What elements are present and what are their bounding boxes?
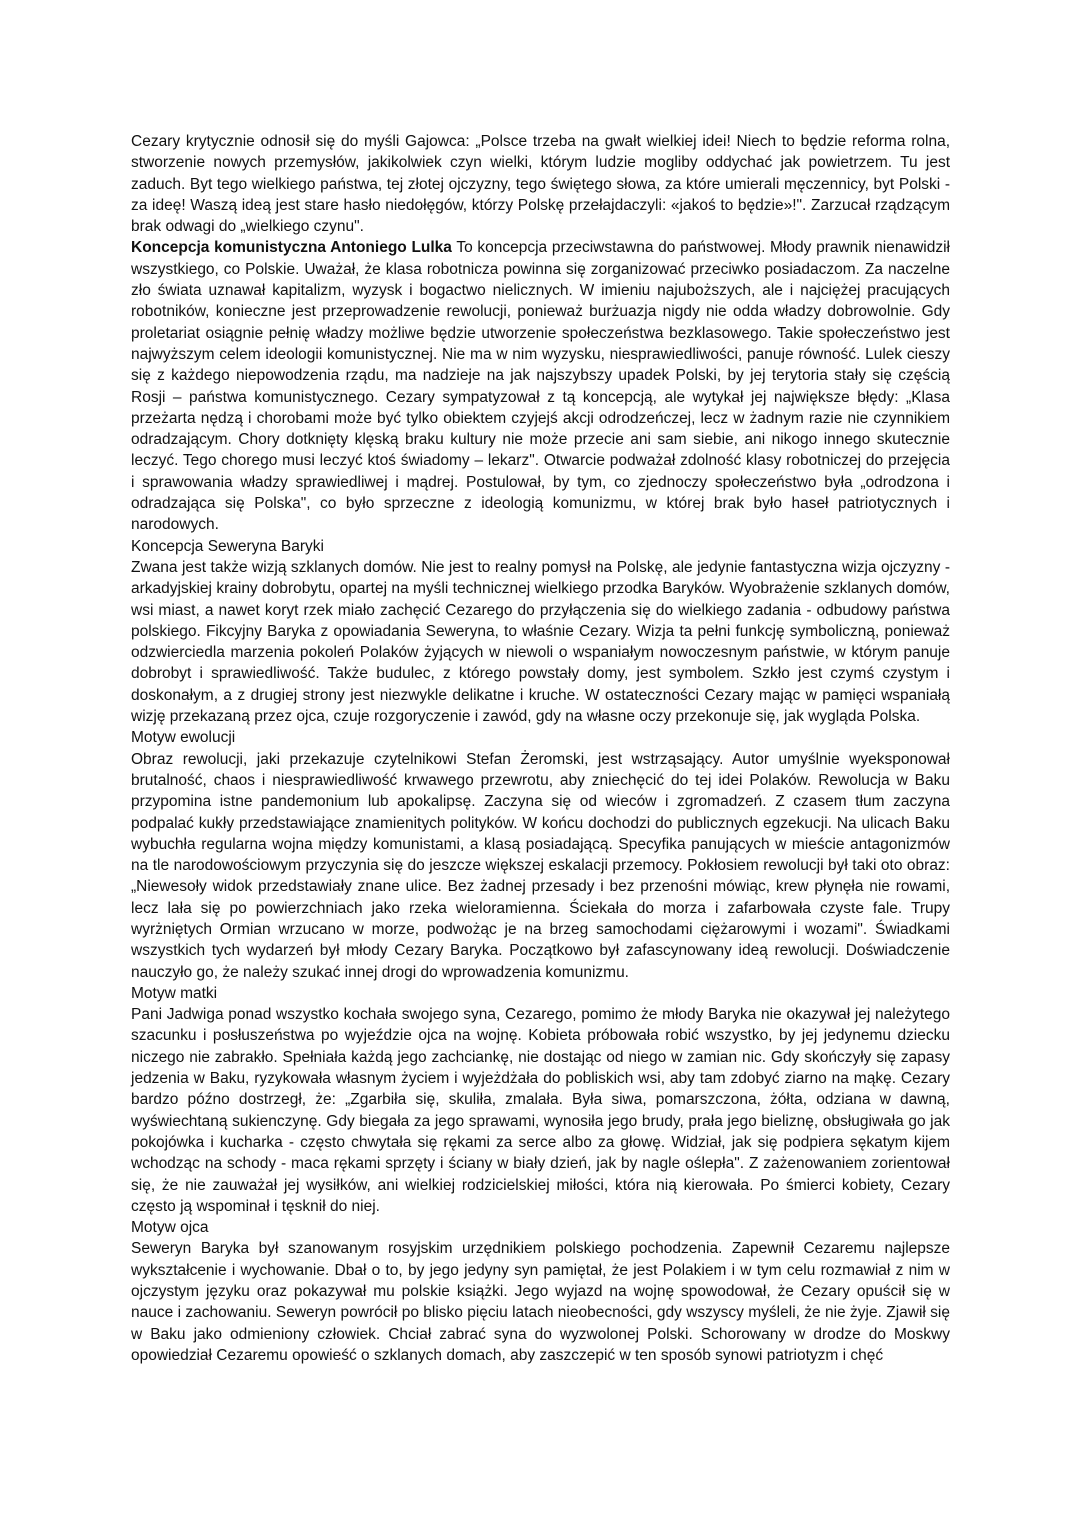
paragraph-father-motif: Seweryn Baryka był szanowanym rosyjskim urzędnikiem polskiego pochodzenia. Zapewnił Cezaremu najlepsze wykształcenie i wychowanie. Dbał o to, by jego jedyny syn pamiętał, że jest Polakiem i w tym celu rozmawiał z nim w ojczystym języku oraz pokazywał mu polskie książki. Jego wyjazd na wojnę spowodował, że Cezary opuścił się w nauce i zachowaniu. Seweryn powrócił po blisko pięciu latach nieobecności, gdy wszyscy myśleli, że nie żyje. Zjawił się w Baku jako odmieniony człowiek. Chciał zabrać syna do wyzwolonej Polski. Schorowany w drodze do Moskwy opowiedział Cezaremu opowieść o szklanych domach, aby zaszczepić w ten sposób synowi patriotyzm i chęć (131, 1240, 950, 1364)
paragraph-gajowiec-critique: Cezary krytycznie odnosił się do myśli Gajowca: „Polsce trzeba na gwałt wielkiej idei! Niech to będzie reforma rolna, stworzenie nowych przemysłów, jakikolwiek czyn wielki, którym ludzie mogliby oddychać jak powietrzem. Tu jest zaduch. Byt tego wielkiego państwa, tej złotej ojczyzny, tego świętego słowa, za które umierali męczennicy, byt Polski - za ideę! Waszą ideą jest stare hasło niedołęgów, którzy Polskę przełajdaczyli: «jakoś to będzie»!". Zarzucał rządzącym brak odwagi do „wielkiego czynu". (131, 133, 950, 236)
lulek-concept-heading: Koncepcja komunistyczna Antoniego Lulka (131, 239, 452, 257)
heading-father-motif: Motyw ojca (131, 1219, 209, 1237)
paragraph-lulek-concept (131, 237, 950, 535)
paragraph-seweryn-concept: Zwana jest także wizją szklanych domów. Nie jest to realny pomysł na Polskę, ale jedynie fantastyczna wizja ojczyzny - arkadyjskiej krainy dobrobytu, opartej na myśli technicznej wielkiego przodka Baryków. Wyobrażenie szklanych domów, wsi miast, a nawet koryt rzek miało zachęcić Cezarego do przyłączenia się do wielkiego zadania - odbudowy państwa polskiego. Fikcyjny Baryka z opowiadania Seweryna, to właśnie Cezary. Wizja ta pełni funkcję symboliczną, ponieważ odzwierciedla marzenia pokoleń Polaków żyjących w niewoli o wspaniałym nowoczesnym państwie, w którym panuje dobrobyt i sprawiedliwość. Także budulec, z którego powstały domy, jest symbolem. Szkło jest czymś czystym i doskonałym, a z drugiej strony jest niezwykle delikatne i kruche. W ostateczności Cezary mając w pamięci wspaniałą wizję przekazaną przez ojca, czuje rozgoryczenie i zawód, gdy na własne oczy przekonuje się, jak wygląda Polska. (131, 558, 950, 726)
paragraph-revolution-motif: Obraz rewolucji, jaki przekazuje czytelnikowi Stefan Żeromski, jest wstrząsający. Autor umyślnie wyeksponował brutalność, chaos i niesprawiedliwość krwawego przewrotu, aby zniechęcić do tej idei Polaków. Rewolucja w Baku przypomina istne pandemonium lub apokalipsę. Zaczyna się od wieców i zgromadzeń. Z czasem tłum zaczyna podpalać kukły przedstawiające znamienitych polityków. W końcu dochodzi do publicznych egzekucji. Na ulicach Baku wybuchła regularna wojna między komunistami, a klasą posiadającą. Specyfika panujących w mieście antagonizmów na tle narodowościowym przyczynia się do jeszcze większej eskalacji przemocy. Pokłosiem rewolucji był taki oto obraz: „Niewesoły widok przedstawiały znane ulice. Bez żadnej przesady i bez przenośni mówiąc, krew płynęła nie rowami, lecz lała się po powierzchniach jako rzeka wieloramienna. Ściekała do morza i zafarbowała czyste fale. Trupy wyrżniętych Ormian wrzucano w morze, podwożąc je na brzeg samochodami ciężarowymi i wozami". Świadkami wszystkich tych wydarzeń był młody Cezary Baryka. Początkowo był zafascynowany ideą rewolucji. Doświadczenie nauczyło go, że należy szukać innej drogi do wprowadzenia komunizmu. (131, 750, 950, 981)
paragraph-mother-motif: Pani Jadwiga ponad wszystko kochała swojego syna, Cezarego, pomimo że młody Baryka nie okazywał jej należytego szacunku i posłuszeństwa po wyjeździe ojca na wojnę. Kobieta próbowała robić wszystko, by jej jedynemu dziecku niczego nie zabrakło. Spełniała każdą jego zachciankę, nie dostając od niego w zamian nic. Gdy skończyły się zapasy jedzenia w Baku, ryzykowała własnym życiem i wyjeżdżała do pobliskich wsi, aby tam zdobyć ziarno na mąkę. Cezary bardzo późno dostrzegł, że: „Zgarbiła się, skuliła, zmalała. Była siwa, pomarszczona, żółta, odziana w dawną, wyświechtaną sukienczynę. Gdy biegała za jego sprawami, wynosiła jego brudy, prała jego bieliznę, obsługiwała go jak pokojówka i kucharka - często chwytała się rękami za serce albo za głowę. Widział, jak się podpiera sękatym kijem wchodząc na schody - maca rękami sprzęty i ściany w biały dzień, jak by nagle oślepła". Z zażenowaniem zorientował się, że nie zauważał jej wysiłków, ani wielkiej rodzicielskiej miłości, która nią kierowała. Po śmierci kobiety, Cezary często ją wspominał i tęsknił do niej. (131, 1006, 950, 1215)
heading-revolution-motif: Motyw ewolucji (131, 729, 236, 747)
lulek-concept-text: To koncepcja przeciwstawna do państwowej. Młody prawnik nienawidził wszystkiego, co Polskie. Uważał, że klasa robotnicza powinna się zorganizować przeciwko posiadaczom. Za naczelne zło świata uznawał kapitalizm, wyzysk i bogactwo nielicznych. W imieniu najuboższych, ale i najciężej pracujących robotników, konieczne jest przeprowadzenie rewolucji, ponieważ burżuazja nigdy nie odda władzy dobrowolnie. Gdy proletariat osiągnie pełnię władzy możliwe będzie utworzenie społeczeństwa bezklasowego. Takie społeczeństwo jest najwyższym celem ideologii komunistycznej. Nie ma w nim wyzysku, niesprawiedliwości, panuje równość. Lulek cieszy się z każdego niepowodzenia rządu, ma nadzieje na jak najszybszy upadek Polski, by jej terytoria stały się częścią Rosji – państwa komunistycznego. Cezary sympatyzował z tą koncepcją, ale wytykał jej największe błędy: „Klasa przeżarta nędzą i chorobami może być tylko obiektem czyjejś akcji odrodzeńczej, lecz w żadnym razie nie czynnikiem odradzającym. Chory dotknięty klęską braku kultury nie może przecie ani sam siebie, ani nikogo innego skutecznie leczyć. Tego chorego musi leczyć ktoś świadomy – lekarz". Otwarcie podważał zdolność klasy robotniczej do przejęcia i sprawowania władzy sprawiedliwej i mądrej. Postulował, by tym, co zjednoczy społeczeństwo była „odrodzona i odradzająca się Polska", co było sprzeczne z ideologią komunizmu, w której brak było haseł patriotycznych i narodowych. (131, 239, 950, 534)
heading-mother-motif: Motyw matki (131, 984, 218, 1002)
document-page (131, 131, 950, 1366)
heading-seweryn-concept: Koncepcja Seweryna Baryki (131, 537, 324, 555)
